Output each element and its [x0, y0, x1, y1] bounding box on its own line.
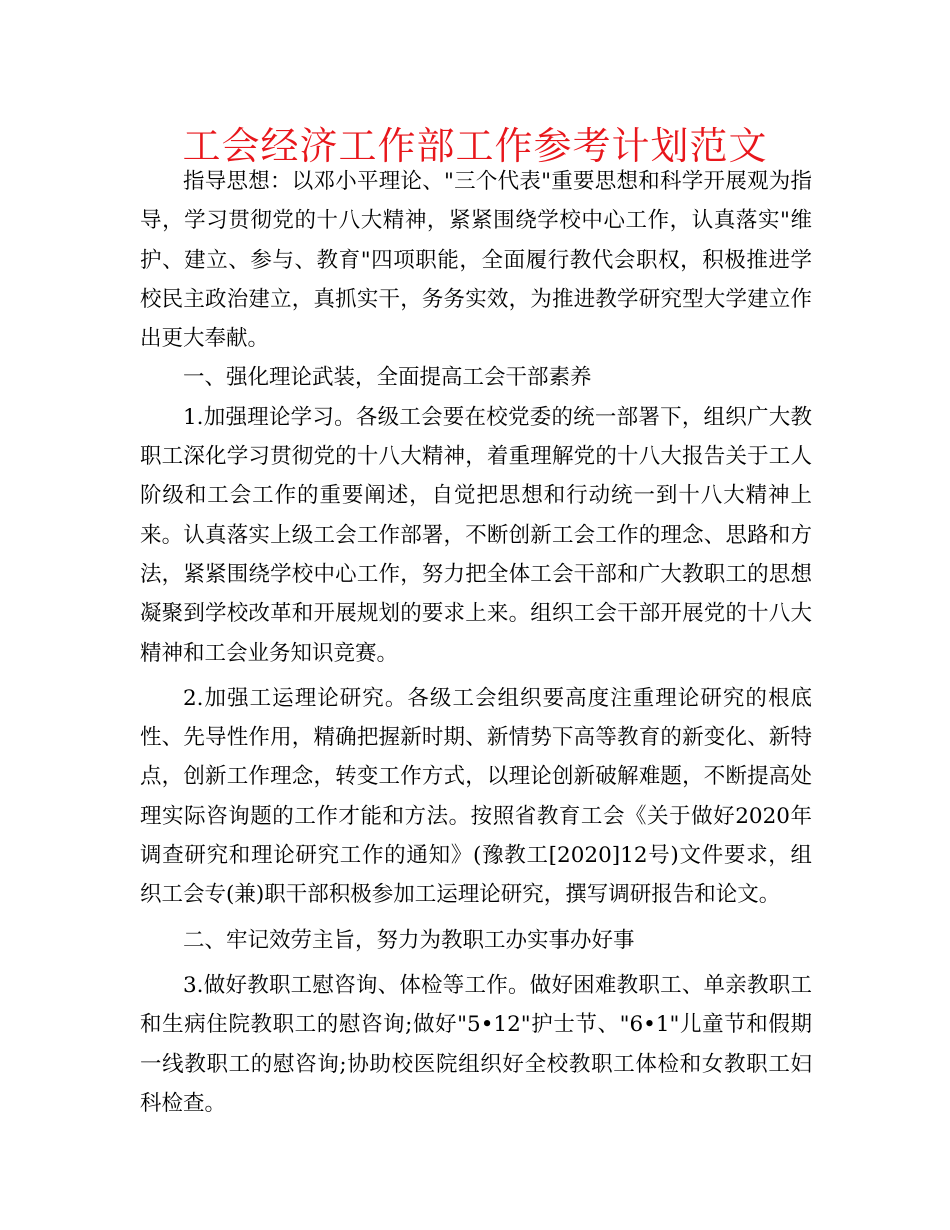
section-heading-1: 一、强化理论武装，全面提高工会干部素养 — [183, 365, 592, 391]
paragraph-guiding-ideology: 指导思想：以邓小平理论、"三个代表"重要思想和科学开展观为指导，学习贯彻党的十八大精神，紧紧围绕学校中心工作，认真落实"维护、建立、参与、教育"四项职能，全面履行教代会职权，积极推进学校民主政治建立，真抓实干，务务实效，为推进教学研究型大学建立作出更大奉献。 — [140, 169, 812, 352]
document-title: 工会经济工作部工作参考计划范文 — [182, 124, 768, 168]
paragraph-item-2: 2.加强工运理论研究。各级工会组织要高度注重理论研究的根底性、先导性作用，精确把握新时期、新情势下高等教育的新变化、新特点，创新工作理念，转变工作方式，以理论创新破解难题，不断提高处理实际咨询题的工作才能和方法。按照省教育工会《关于做好2020年调查研究和理论研究工作的通知》(豫教工[2020]12号)文件要求，组织工会专(兼)职干部积极参加工运理论研究，撰写调研报告和论文。 — [140, 685, 812, 908]
paragraph-item-3: 3.做好教职工慰咨询、体检等工作。做好困难教职工、单亲教职工和生病住院教职工的慰咨询;做好"5•12"护士节、"6•1"儿童节和假期一线教职工的慰咨询;协助校医院组织好全校教职工体检和女教职工妇科检查。 — [140, 972, 812, 1116]
section-heading-2: 二、牢记效劳主旨，努力为教职工办实事办好事 — [183, 927, 635, 953]
document-body — [140, 162, 812, 1123]
paragraph-item-1: 1.加强理论学习。各级工会要在校党委的统一部署下，组织广大教职工深化学习贯彻党的十八大精神，着重理解党的十八大报告关于工人阶级和工会工作的重要阐述，自觉把思想和行动统一到十八大精神上来。认真落实上级工会工作部署，不断创新工会工作的理念、思路和方法，紧紧围绕学校中心工作，努力把全体工会干部和广大教职工的思想凝聚到学校改革和开展规划的要求上来。组织工会干部开展党的十八大精神和工会业务知识竞赛。 — [140, 404, 812, 666]
